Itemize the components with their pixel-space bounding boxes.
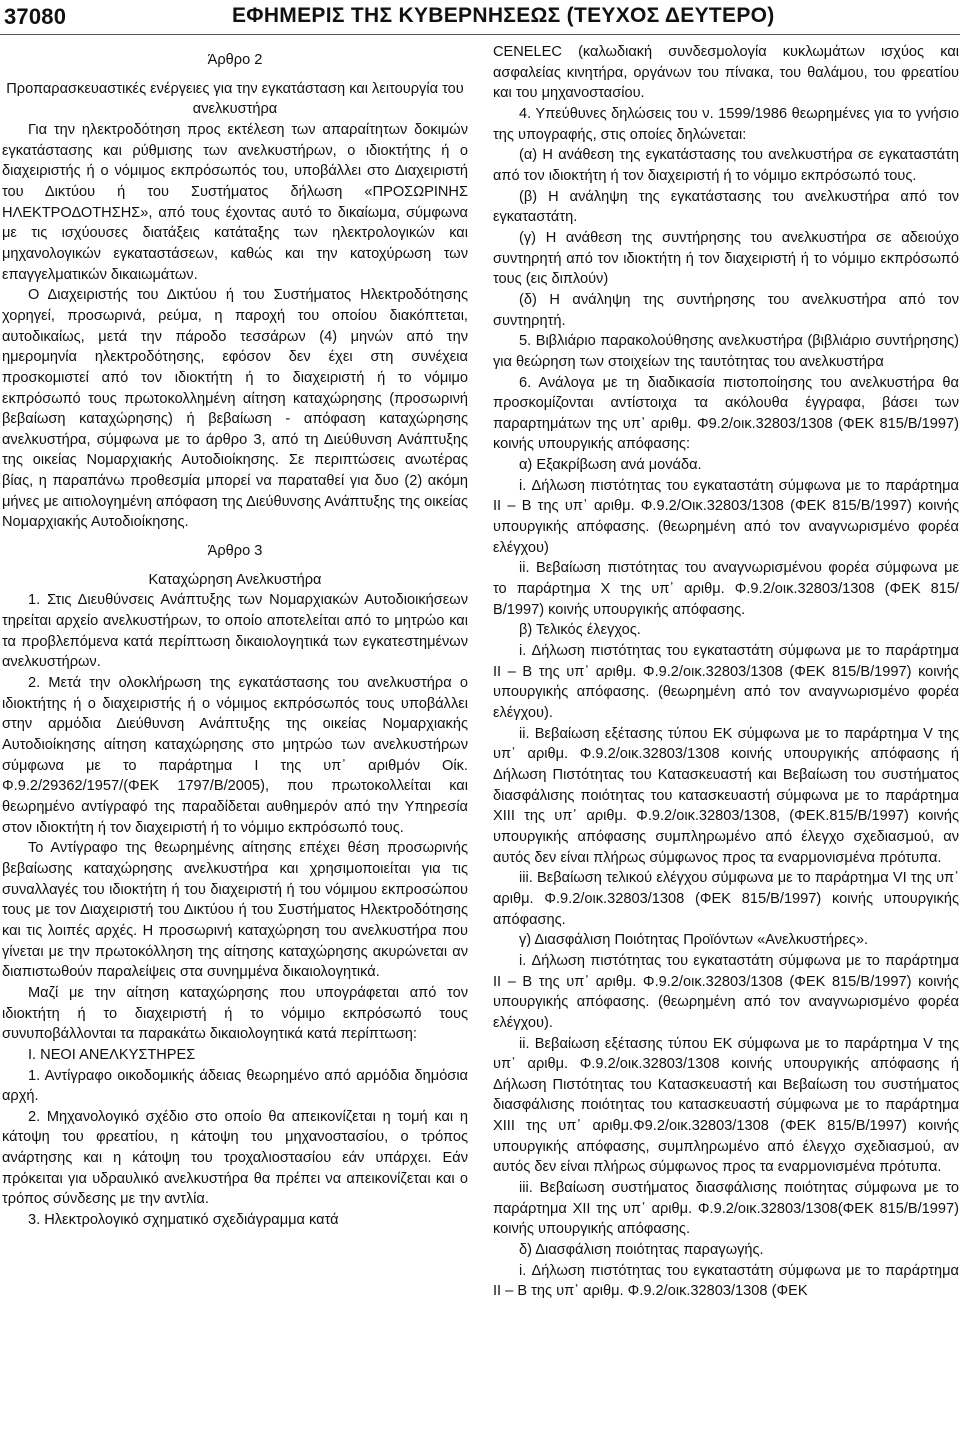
paragraph: Μαζί με την αίτηση καταχώρησης που υπογράφεται από τον ιδιοκτήτη ή το διαχειριστή ή το νόμιμο εκπρόσωπό τους συνυποβάλλονται τα παρακάτω δικαιολογητικά κατά περίπτωση:	[2, 984, 468, 1043]
paragraph: 2. Μετά την ολοκλήρωση της εγκατάστασης του ανελκυστήρα ο ιδιοκτήτης ή ο διαχειριστής ή ο νόμιμος εκπρόσωπός τους υποβάλλει στην αρμόδια Διεύθυνση Ανάπτυξης της οικείας Νομαρχιακής Αυτοδιοίκησης αίτηση καταχώρησης στο μητρώο των ανελκυστήρων σύμφωνα με το παράρτημα Ι της υπ᾽ αριθμόν Οίκ. Φ.9.2/29362/1957/(ΦΕΚ 1797/Β/2005), που πρωτοκολλείται και θεωρημένο αντίγραφό της παραδίδεται αυθημερόν από την Υπηρεσία στον ιδιοκτήτη ή τον διαχειριστή ή το νόμιμο εκπρόσωπό τους.	[2, 675, 468, 836]
paragraph: 1. Στις Διευθύνσεις Ανάπτυξης των Νομαρχιακών Αυτοδιοικήσεων τηρείται αρχείο ανελκυστήρων, το οποίο αποτελείται από το μητρώο και τα προβλεπόμενα κατά περίπτωση δικαιολογητικά των εγκατεστημένων ανελκυστήρων.	[2, 592, 468, 671]
list-item: i. Δήλωση πιστότητας του εγκαταστάτη σύμφωνα με το παράρτημα ΙΙ – Β της υπ᾽ αριθμ. Φ.9.2/Οικ.32803/1308 (ΦΕΚ 815/Β/1997) κοινής υπουργικής απόφασης. (θεωρημένη από τον αναγνωρισμένο φορέα ελέγχου)	[493, 477, 959, 556]
list-item: ii. Βεβαίωση πιστότητας του αναγνωρισμένου φορέα σύμφωνα με το παράρτημα Χ της υπ᾽ αριθμ. Φ.9.2/οικ.32803/1308 (ΦΕΚ 815/Β/1997) κοινής υπουργικής απόφασης.	[493, 560, 959, 618]
article-3-heading: Άρθρο 3	[207, 543, 263, 560]
section-heading-new-lifts: Ι. ΝΕΟΙ ΑΝΕΛΚΥΣΤΗΡΕΣ	[28, 1046, 196, 1063]
list-item: 3. Ηλεκτρολογικό σχηματικό σχεδιάγραμμα κατά	[28, 1212, 339, 1229]
list-item: 6. Ανάλογα με τη διαδικασία πιστοποίησης του ανελκυστήρα θα προσκομίζονται αντίστοιχα τα ακόλουθα έγγραφα, βάσει των παραρτημάτων της υπ᾽ αριθμ. Φ9.2/οικ.32803/1308 (ΦΕΚ 815/Β/1997) κοινής υπουργικής απόφασης:	[493, 374, 959, 453]
list-item: 1. Αντίγραφο οικοδομικής άδειας θεωρημένο από αρμόδια δημόσια αρχή.	[2, 1067, 468, 1105]
list-item: (δ) Η ανάληψη της συντήρησης του ανελκυστήρα από τον συντηρητή.	[493, 291, 959, 329]
list-item: (α) Η ανάθεση της εγκατάστασης του ανελκυστήρα σε εγκαταστάτη από τον ιδιοκτήτη ή τον διαχειριστή ή το νόμιμο εκπρόσωπό τους.	[493, 147, 959, 184]
article-2-heading: Άρθρο 2	[207, 52, 263, 68]
right-column	[493, 42, 959, 1427]
list-item: 2. Μηχανολογικό σχέδιο στο οποίο θα απεικονίζεται η τομή και η κάτοψη του φρεατίου, η κάτοψη του μηχανοστασίου, ο τρόπος ανάρτησης και η κάτοψη του τροχαλιοστασίου εάν υπάρχει. Εάν πρόκειται για υδραυλικό ανελκυστήρα θα πρέπει να απεικονίζεται και ο τρόπος σύνδεσης με την αντλία.	[2, 1108, 468, 1208]
list-item: i. Δήλωση πιστότητας του εγκαταστάτη σύμφωνα με το παράρτημα ΙΙ – Β της υπ᾽ αριθμ. Φ.9.2/οικ.32803/1308 (ΦΕΚ 815/Β/1997) κοινής υπουργικής απόφασης. (θεωρημένη από τον αναγνωρισμένο φορέα ελέγχου).	[493, 643, 959, 721]
list-item: δ) Διασφάλιση ποιότητας παραγωγής.	[519, 1242, 764, 1259]
list-item: 5. Βιβλιάριο παρακολούθησης ανελκυστήρα (βιβλιάριο συντήρησης) για θεώρηση των στοιχείων της ταυτότητας του ανελκυστήρα	[493, 333, 959, 370]
list-item: 4. Υπεύθυνες δηλώσεις του ν. 1599/1986 θεωρημένες για το γνήσιο της υπογραφής, στις οποίες δηλώνεται:	[493, 105, 959, 143]
left-column	[2, 42, 468, 1427]
gazette-title: ΕΦΗΜΕΡΙΣ ΤΗΣ ΚΥΒΕΡΝΗΣΕΩΣ (ΤΕΥΧΟΣ ΔΕΥΤΕΡΟ)	[232, 4, 775, 27]
list-item: γ) Διασφάλιση Ποιότητας Προϊόντων «Ανελκυστήρες».	[519, 932, 869, 949]
header-divider	[0, 34, 960, 35]
article-2-title: Προπαρασκευαστικές ενέργειες για την εγκατάσταση και λειτουργία του ανελκυστήρα	[6, 80, 464, 118]
list-item: iii. Βεβαίωση τελικού ελέγχου σύμφωνα με το παράρτημα VI της υπ᾽ αριθμ. Φ.9.2/οικ.32803/1308 (ΦΕΚ 815/Β/1997) κοινής υπουργικής απόφασης.	[493, 870, 959, 928]
paragraph: CENELEC (καλωδιακή συνδεσμολογία κυκλωμάτων ισχύος και ασφαλείας κινητήρα, οργάνων του πίνακα, του θαλάμου, του φρεατίου και του μηχανοστασίου.	[493, 44, 959, 102]
page-header	[0, 0, 960, 40]
list-item: i. Δήλωση πιστότητας του εγκαταστάτη σύμφωνα με το παράρτημα ΙΙ – Β της υπ᾽ αριθμ. Φ.9.2/οικ.32803/1308 (ΦΕΚ 815/Β/1997) κοινής υπουργικής απόφασης. (θεωρημένη από τον αναγνωρισμένο φορέα ελέγχου).	[493, 952, 959, 1031]
list-item: ii. Βεβαίωση εξέτασης τύπου ΕΚ σύμφωνα με το παράρτημα V της υπ᾽ αριθμ. Φ.9.2/οικ.32803/1308 κοινής υπουργικής απόφασης ή Δήλωση Πιστότητας του Κατασκευαστή και Βεβαίωση του συστήματος διασφάλισης ποιότητας του κατασκευαστή σύμφωνα με το παράρτημα ΧΙΙΙ της υπ᾽ αριθμ. Φ.9.2/οικ.32803/1308, (ΦΕΚ.815/Β/1997) κοινής υπουργικής απόφασης συμπληρωμένο από έλεγχο σχεδιασμού, αν αυτός δεν είναι πλήρως σύμφωνος προς τα εναρμονισμένα πρότυπα.	[493, 725, 959, 866]
page-number: 37080	[4, 4, 67, 29]
article-3-title: Καταχώρηση Ανελκυστήρα	[148, 571, 322, 588]
list-item: iii. Βεβαίωση συστήματος διασφάλισης ποιότητας σύμφωνα με το παράρτημα ΧΙΙ της υπ᾽ αριθμ. Φ.9.2/οικ.32803/1308(ΦΕΚ 815/Β/1997) κοινής υπουργικής απόφασης.	[493, 1180, 959, 1238]
paragraph: Ο Διαχειριστής του Δικτύου ή του Συστήματος Ηλεκτροδότησης χορηγεί, προσωρινά, ρεύμα, η παροχή του οποίου διακόπτεται, αυτοδικαίως, μετά την πάροδο τεσσάρων (4) μηνών από την ημερομηνία ηλεκτροδότησης, εφόσον δεν έχει στη συνέχεια προσκομιστεί από τον ιδιοκτήτη ή το διαχειριστή ή το νόμιμο εκπρόσωπό τους πρωτοκολλημένη αίτηση καταχώρησης (προσωρινή βεβαίωση καταχώρησης) ή βεβαίωση - απόφαση καταχώρησης ανελκυστήρα, σύμφωνα με το άρθρο 3, από τη Διεύθυνση Ανάπτυξης της οικείας Νομαρχιακής Αυτοδιοίκησης. Σε περιπτώσεις ανωτέρας βίας, η παραπάνω προθεσμία μπορεί να παραταθεί για δυο (2) ακόμη μήνες με αιτιολογημένη απόφαση της Διεύθυνσης Ανάπτυξης της οικείας Νομαρχιακής Αυτοδιοίκησης.	[2, 287, 468, 531]
list-item: (β) Η ανάληψη της εγκατάστασης του ανελκυστήρα από τον εγκαταστάτη.	[493, 188, 959, 226]
paragraph: Για την ηλεκτροδότηση προς εκτέλεση των απαραίτητων δοκιμών εγκατάστασης και ρύθμισης των ανελκυστήρων, ο ιδιοκτήτης ή ο διαχειριστής ή ο νόμιμος εκπρόσωπός του, υποβάλλει στο Διαχειριστή του Δικτύου ή του Συστήματος δήλωση «ΠΡΟΣΩΡΙΝΗΣ ΗΛΕΚΤΡΟΔΟΤΗΣΗΣ», από τους έχοντας αυτό το δικαίωμα, σύμφωνα με τις ισχύουσες διατάξεις κατάταξης των ηλεκτρολογικών και μηχανολογικών εγκαταστάσεων, καθώς και την κατοχύρωση των επαγγελματικών δικαιωμάτων.	[2, 121, 468, 283]
paragraph: Το Αντίγραφο της θεωρημένης αίτησης επέχει θέση προσωρινής βεβαίωσης καταχώρησης ανελκυστήρα και χρησιμοποιείται για τις συναλλαγές του ιδιοκτήτη ή του διαχειριστή ή του νόμιμου εκπροσώπου τους με τον Διαχειριστή του Δικτύου ή του Συστήματος Ηλεκτροδότησης και τις λοιπές αρχές. Η προσωρινή καταχώρηση του ανελκυστήρα που γίνεται με την πρωτοκόλληση της αίτησης καταχώρησης ακυρώνεται αν διαπιστωθούν παραλείψεις στα συνημμένα δικαιολογητικά.	[2, 840, 468, 981]
list-item: (γ) Η ανάθεση της συντήρησης του ανελκυστήρα σε αδειούχο συντηρητή από τον ιδιοκτήτη ή τον διαχειριστή ή το νόμιμο εκπρόσωπό τους (εις διπλούν)	[493, 229, 959, 288]
list-item: ii. Βεβαίωση εξέτασης τύπου ΕΚ σύμφωνα με το παράρτημα V της υπ᾽ αριθμ. Φ.9.2/οικ.32803/1308 κοινής υπουργικής απόφασης ή Δήλωση Πιστότητας του Κατασκευαστή και Βεβαίωση του συστήματος διασφάλισης ποιότητας του κατασκευαστή σύμφωνα με το παράρτημα ΧΙΙΙ της υπ᾽ αριθμ.Φ9.2/οικ.32803/1308 (ΦΕΚ 815/Β/1997) κοινής υπουργικής απόφασης, συμπληρωμένο από έλεγχο σχεδιασμού, αν αυτός δεν είναι πλήρως σύμφωνος προς τα εναρμονισμένα πρότυπα.	[493, 1035, 959, 1176]
list-item: i. Δήλωση πιστότητας του εγκαταστάτη σύμφωνα με το παράρτημα ΙΙ – Β της υπ᾽ αριθμ. Φ.9.2/οικ.32803/1308 (ΦΕΚ	[493, 1262, 959, 1300]
list-item: β) Τελικός έλεγχος.	[519, 622, 641, 639]
list-item: α) Εξακρίβωση ανά μονάδα.	[519, 457, 702, 474]
